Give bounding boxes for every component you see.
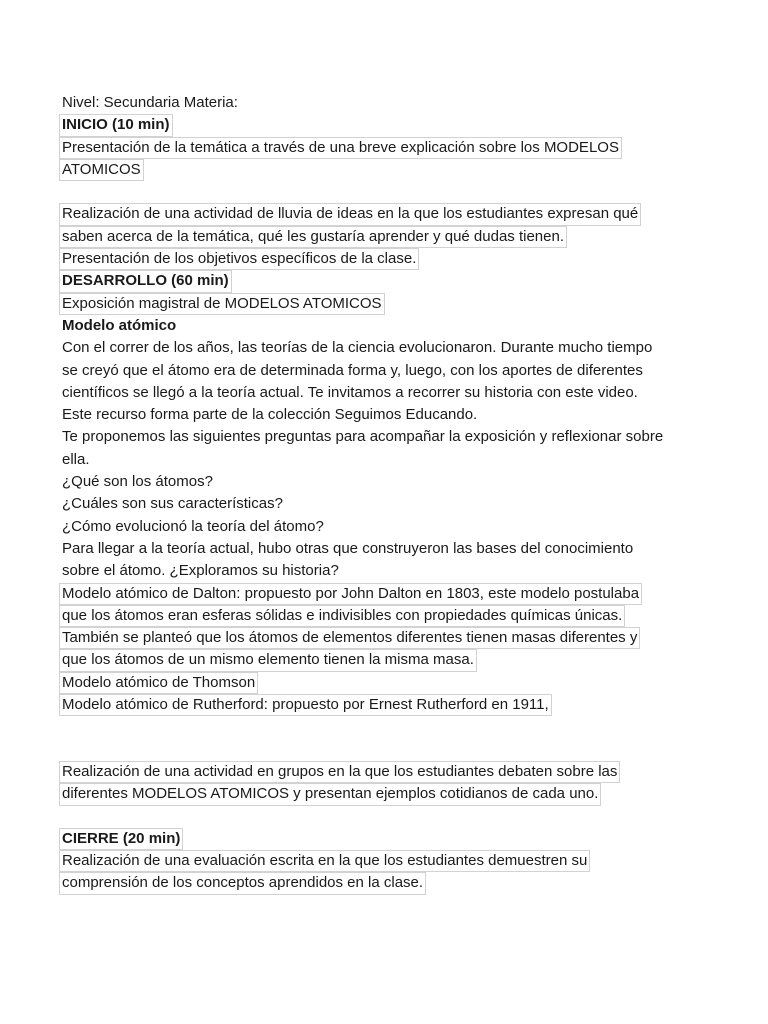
question-line-2: ¿Cuáles son sus características? [62,495,283,513]
inicio-presentacion-line-1: Presentación de la temática a través de una breve explicación sobre los MODELOS [59,137,622,159]
grupos-line-1: Realización de una actividad en grupos en la que los estudiantes debaten sobre las [59,761,620,783]
dalton-line-3: También se planteó que los átomos de elementos diferentes tienen masas diferentes y [59,627,640,649]
thomson-line: Modelo atómico de Thomson [59,672,258,694]
inicio-lluvia-line-2: saben acerca de la temática, qué les gustaría aprender y qué dudas tienen. [59,226,567,248]
cierre-evaluacion-line-2: comprensión de los conceptos aprendidos en la clase. [59,872,426,894]
rutherford-line: Modelo atómico de Rutherford: propuesto por Ernest Rutherford en 1911, [59,694,552,716]
paragraph-line-4: Este recurso forma parte de la colección Seguimos Educando. [62,406,478,424]
spacer [62,806,722,828]
dalton-line-2: que los átomos eran esferas sólidas e indivisibles con propiedades químicas únicas. [59,605,625,627]
inicio-lluvia-line-1: Realización de una actividad de lluvia de ideas en la que los estudiantes expresan qué [59,203,641,225]
paragraph-line-10: Para llegar a la teoría actual, hubo otras que construyeron las bases del conocimiento [62,539,634,557]
spacer [62,716,722,738]
paragraph-line-3: científicos se llegó a la teoría actual. Te invitamos a recorrer su historia con este video. [62,383,638,401]
paragraph-line-1: Con el correr de los años, las teorías de la ciencia evolucionaron. Durante mucho tiempo [62,339,653,357]
cierre-heading: CIERRE (20 min) [59,828,183,850]
inicio-heading: INICIO (10 min) [59,114,173,136]
paragraph-line-11: sobre el átomo. ¿Exploramos su historia? [62,562,339,580]
question-line-3: ¿Cómo evolucionó la teoría del átomo? [62,517,324,535]
desarrollo-heading: DESARROLLO (60 min) [59,270,232,292]
paragraph-line-2: se creyó que el átomo era de determinada forma y, luego, con los aportes de diferentes [62,361,643,379]
paragraph-line-5: Te proponemos las siguientes preguntas para acompañar la exposición y reflexionar sobre [62,428,664,446]
desarrollo-exposicion: Exposición magistral de MODELOS ATOMICOS [59,293,385,315]
question-line-1: ¿Qué son los átomos? [62,473,213,491]
cierre-evaluacion-line-1: Realización de una evaluación escrita en la que los estudiantes demuestren su [59,850,590,872]
dalton-line-4: que los átomos de un mismo elemento tienen la misma masa. [59,649,477,671]
dalton-line-1: Modelo atómico de Dalton: propuesto por John Dalton en 1803, este modelo postulaba [59,583,642,605]
inicio-presentacion-line-2: ATOMICOS [59,159,144,181]
grupos-line-2: diferentes MODELOS ATOMICOS y presentan ejemplos cotidianos de cada uno. [59,783,601,805]
lesson-plan-document [62,92,722,895]
inicio-objetivos: Presentación de los objetivos específicos de la clase. [59,248,419,270]
spacer [62,739,722,761]
level-subject-line: Nivel: Secundaria Materia: [62,94,238,111]
paragraph-line-6: ella. [62,450,90,468]
modelo-atomico-subheading: Modelo atómico [62,316,177,334]
spacer [62,181,722,203]
